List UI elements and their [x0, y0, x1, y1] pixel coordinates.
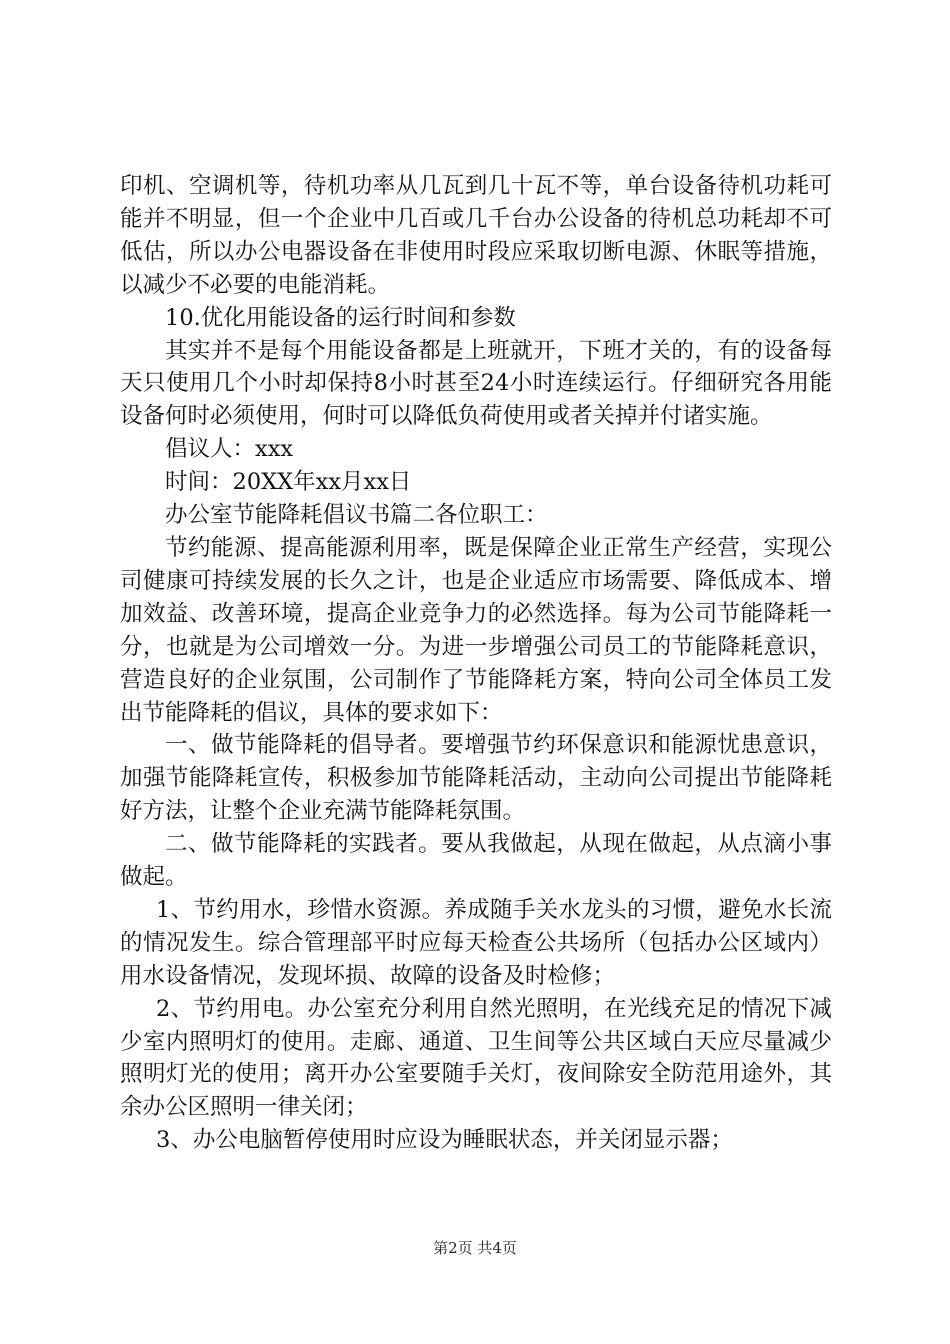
paragraph-standby-power: 印机、空调机等，待机功率从几瓦到几十瓦不等，单台设备待机功耗可能并不明显，但一个企业中几百或几千台办公设备的待机总功耗却不可低估，所以办公电器设备在非使用时段应采取切断电源、休眠等措施，以减少不必要的电能消耗。 — [120, 173, 832, 298]
paragraph-intro: 节约能源、提高能源利用率，既是保障企业正常生产经营，实现公司健康可持续发展的长久之计，也是企业适应市场需要、降低成本、增加效益、改善环境，提高企业竞争力的必然选择。每为公司节能降耗一分，也就是为公司增效一分。为进一步增强公司员工的节能降耗意识，营造良好的企业氛围，公司制作了节能降耗方案，特向公司全体员工发出节能降耗的倡议，具体的要求如下： — [120, 534, 832, 726]
date-line: 时间：20XX年xx月xx日 — [165, 469, 412, 496]
section-heading-optimize: 10.优化用能设备的运行时间和参数 — [165, 304, 516, 331]
item-computer-sleep: 3、办公电脑暂停使用时应设为睡眠状态，并关闭显示器； — [156, 1127, 733, 1154]
second-proposal-title: 办公室节能降耗倡议书篇二各位职工： — [165, 502, 548, 529]
paragraph-runtime: 其实并不是每个用能设备都是上班就开，下班才关的，有的设备每天只使用几个小时却保持8小时甚至24小时连续运行。仔细研究各用能设备何时必须使用，何时可以降低负荷使用或者关掉并付诸实施。 — [120, 337, 832, 430]
item-save-water: 1、节约用水，珍惜水资源。养成随手关水龙头的习惯，避免水长流的情况发生。综合管理部平时应每天检查公共场所（包括办公区域内）用水设备情况，发现坏损、故障的设备及时检修； — [120, 896, 832, 989]
page-number: 第2页 共4页 — [433, 1239, 517, 1257]
point-advocate: 一、做节能降耗的倡导者。要增强节约环保意识和能源忧患意识，加强节能降耗宣传，积极参加节能降耗活动，主动向公司提出节能降耗好方法，让整个企业充满节能降耗氛围。 — [120, 732, 832, 825]
item-save-electricity: 2、节约用电。办公室充分利用自然光照明，在光线充足的情况下减少室内照明灯的使用。走廊、通道、卫生间等公共区域白天应尽量减少照明灯光的使用；离开办公室要随手关灯，夜间除安全防范用途外，其余办公区照明一律关闭； — [120, 995, 832, 1121]
point-practitioner: 二、做节能降耗的实践者。要从我做起，从现在做起，从点滴小事做起。 — [120, 831, 832, 891]
proposer-line: 倡议人：xxx — [165, 436, 294, 463]
document-body — [120, 170, 832, 1157]
